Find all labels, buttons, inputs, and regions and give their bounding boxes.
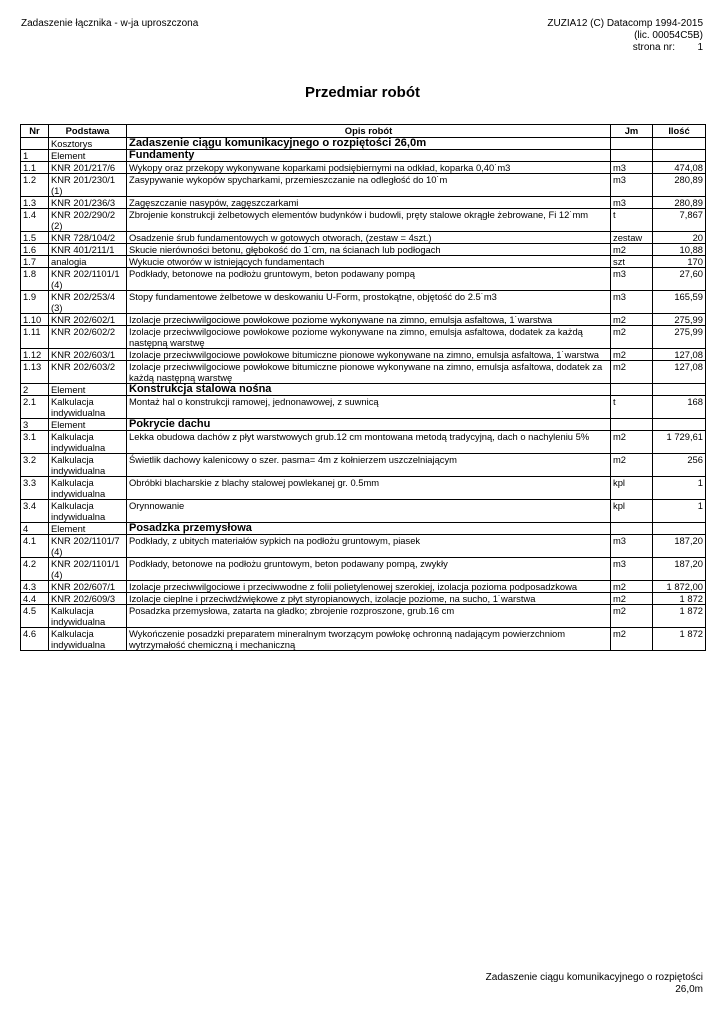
unit-cell: m2: [611, 581, 653, 593]
table-row: [21, 581, 706, 593]
table-row: [21, 361, 706, 384]
basis-cell: Kalkulacja indywidualna: [49, 605, 127, 628]
table-row: [21, 535, 706, 558]
nr-cell: 1.8: [21, 268, 49, 291]
description-cell: Izolacje przeciwwilgociowe powłokowe bitumiczne pionowe wykonywane na zimno, emulsja asfaltowa, 1˙warstwa: [127, 349, 611, 361]
quantity-cell: 1 872,00: [653, 581, 706, 593]
nr-cell: 3.2: [21, 454, 49, 477]
unit-cell: szt: [611, 256, 653, 268]
estimate-title-row: [21, 138, 706, 150]
column-header-description: Opis robót: [127, 125, 611, 138]
quantity-cell: 280,89: [653, 174, 706, 197]
nr-cell: 4.4: [21, 593, 49, 605]
quantity-cell: 127,08: [653, 349, 706, 361]
quantity-cell: 170: [653, 256, 706, 268]
quantity-cell: 474,08: [653, 162, 706, 174]
description-cell: Skucie nierówności betonu, głębokość do 1˙cm, na ścianach lub podłogach: [127, 244, 611, 256]
quantity-cell: 1: [653, 477, 706, 500]
description-cell: Montaż hal o konstrukcji ramowej, jednonawowej, z suwnicą: [127, 396, 611, 419]
main-basis-cell: Kosztorys: [49, 138, 127, 150]
table-row: [21, 268, 706, 291]
basis-cell: KNR 202/1101/1 (4): [49, 268, 127, 291]
unit-cell: m3: [611, 174, 653, 197]
page-number: 1: [697, 42, 703, 53]
unit-cell: m2: [611, 244, 653, 256]
element-row: [21, 384, 706, 396]
software-name: ZUZIA12 (C) Datacomp 1994-2015: [547, 18, 703, 29]
unit-cell: t: [611, 209, 653, 232]
description-cell: Zasypywanie wykopów spycharkami, przemieszczanie na odległość do 10˙m: [127, 174, 611, 197]
basis-cell: Element: [49, 523, 127, 535]
description-cell: Podkłady, z ubitych materiałów sypkich na podłożu gruntowym, piasek: [127, 535, 611, 558]
basis-cell: Element: [49, 384, 127, 396]
unit-cell: m2: [611, 349, 653, 361]
table-row: [21, 162, 706, 174]
basis-cell: KNR 401/211/1: [49, 244, 127, 256]
quantity-cell: 1: [653, 500, 706, 523]
basis-cell: KNR 202/253/4 (3): [49, 291, 127, 314]
nr-cell: 1.11: [21, 326, 49, 349]
quantity-cell: 187,20: [653, 558, 706, 581]
nr-cell: 3.1: [21, 431, 49, 454]
nr-cell: 2: [21, 384, 49, 396]
nr-cell: 4.1: [21, 535, 49, 558]
quantity-cell: 187,20: [653, 535, 706, 558]
nr-cell: 4.3: [21, 581, 49, 593]
description-cell: Orynnowanie: [127, 500, 611, 523]
column-header-basis: Podstawa: [49, 125, 127, 138]
quantity-cell: 165,59: [653, 291, 706, 314]
description-cell: Obróbki blacharskie z blachy stalowej powlekanej gr. 0.5mm: [127, 477, 611, 500]
nr-cell: 1.4: [21, 209, 49, 232]
main-unit-cell: [611, 138, 653, 150]
description-cell: Zbrojenie konstrukcji żelbetowych elementów budynków i budowli, pręty stalowe okrągłe żebrowane, Fi 12˙mm: [127, 209, 611, 232]
unit-cell: [611, 150, 653, 162]
basis-cell: Kalkulacja indywidualna: [49, 477, 127, 500]
page-label: strona nr:: [632, 42, 675, 53]
description-cell: Izolacje przeciwwilgociowe powłokowe poziome wykonywane na zimno, emulsja asfaltowa, dodatek za każdą następną warstwę: [127, 326, 611, 349]
nr-cell: 3: [21, 419, 49, 431]
unit-cell: m2: [611, 326, 653, 349]
unit-cell: m3: [611, 268, 653, 291]
unit-cell: m2: [611, 431, 653, 454]
table-row: [21, 232, 706, 244]
table-row: [21, 558, 706, 581]
basis-cell: Kalkulacja indywidualna: [49, 431, 127, 454]
element-row: [21, 523, 706, 535]
basis-cell: KNR 202/1101/1 (4): [49, 558, 127, 581]
unit-cell: m3: [611, 291, 653, 314]
nr-cell: 1.5: [21, 232, 49, 244]
description-cell: Osadzenie śrub fundamentowych w gotowych otworach, (zestaw = 4szt.): [127, 232, 611, 244]
basis-cell: KNR 202/602/1: [49, 314, 127, 326]
description-cell: Wykucie otworów w istniejących fundamentach: [127, 256, 611, 268]
basis-cell: KNR 202/603/2: [49, 361, 127, 384]
quantity-cell: 1 872: [653, 628, 706, 651]
unit-cell: m3: [611, 558, 653, 581]
software-info: [547, 18, 703, 54]
description-cell: Izolacje cieplne i przeciwdźwiękowe z płyt styropianowych, izolacje poziome, na sucho, 1˙warstwa: [127, 593, 611, 605]
description-cell: Konstrukcja stalowa nośna: [127, 384, 611, 396]
table-row: [21, 605, 706, 628]
quantity-cell: 275,99: [653, 314, 706, 326]
basis-cell: KNR 201/230/1 (1): [49, 174, 127, 197]
nr-cell: 1.6: [21, 244, 49, 256]
nr-cell: 4: [21, 523, 49, 535]
description-cell: Wykopy oraz przekopy wykonywane koparkami podsiębiernymi na odkład, koparka 0,40˙m3: [127, 162, 611, 174]
basis-cell: KNR 202/1101/7 (4): [49, 535, 127, 558]
basis-cell: KNR 202/602/2: [49, 326, 127, 349]
table-row: [21, 593, 706, 605]
document-title: Zadaszenie łącznika - w-ja uproszczona: [21, 18, 199, 29]
basis-cell: Element: [49, 150, 127, 162]
nr-cell: 1.3: [21, 197, 49, 209]
basis-cell: KNR 202/603/1: [49, 349, 127, 361]
basis-cell: KNR 202/609/3: [49, 593, 127, 605]
table-row: [21, 349, 706, 361]
description-cell: Pokrycie dachu: [127, 419, 611, 431]
unit-cell: t: [611, 396, 653, 419]
description-cell: Wykończenie posadzki preparatem mineralnym tworzącym powłokę ochronną nadającym powierzchniom wytrzymałość chemiczną i mechaniczną: [127, 628, 611, 651]
quantity-cell: 280,89: [653, 197, 706, 209]
unit-cell: m2: [611, 454, 653, 477]
basis-cell: KNR 202/607/1: [49, 581, 127, 593]
column-header-nr: Nr: [21, 125, 49, 138]
main-description-cell: Zadaszenie ciągu komunikacyjnego o rozpiętości 26,0m: [127, 138, 611, 150]
unit-cell: [611, 384, 653, 396]
quantity-cell: 10,88: [653, 244, 706, 256]
table-row: [21, 431, 706, 454]
page-indicator: [547, 42, 703, 54]
description-cell: Stopy fundamentowe żelbetowe w deskowaniu U-Form, prostokątne, objętość do 2.5˙m3: [127, 291, 611, 314]
nr-cell: 4.6: [21, 628, 49, 651]
page-title: Przedmiar robót: [304, 84, 421, 101]
unit-cell: [611, 523, 653, 535]
main-quantity-cell: [653, 138, 706, 150]
license-number: (lic. 00054C5B): [634, 30, 703, 41]
basis-cell: Kalkulacja indywidualna: [49, 396, 127, 419]
description-cell: Lekka obudowa dachów z płyt warstwowych grub.12 cm montowana metodą tradycyjną, dach o nachyleniu 5%: [127, 431, 611, 454]
table-row: [21, 326, 706, 349]
nr-cell: 1.9: [21, 291, 49, 314]
basis-cell: KNR 728/104/2: [49, 232, 127, 244]
quantity-cell: 256: [653, 454, 706, 477]
unit-cell: m3: [611, 162, 653, 174]
quantity-cell: [653, 523, 706, 535]
description-cell: Zagęszczanie nasypów, zagęszczarkami: [127, 197, 611, 209]
basis-cell: Kalkulacja indywidualna: [49, 500, 127, 523]
basis-cell: KNR 201/236/3: [49, 197, 127, 209]
quantity-cell: [653, 419, 706, 431]
quantity-cell: [653, 150, 706, 162]
quantity-cell: 275,99: [653, 326, 706, 349]
table-row: [21, 209, 706, 232]
description-cell: Izolacje przeciwwilgociowe i przeciwwodne z folii polietylenowej szerokiej, izolacja pozioma podposadzkowa: [127, 581, 611, 593]
table-row: [21, 174, 706, 197]
description-cell: Izolacje przeciwwilgociowe powłokowe bitumiczne pionowe wykonywane na zimno, emulsja asfaltowa, dodatek za każdą następną warstwę: [127, 361, 611, 384]
description-cell: Podkłady, betonowe na podłożu gruntowym, beton podawany pompą: [127, 268, 611, 291]
unit-cell: m2: [611, 593, 653, 605]
column-header-quantity: Ilość: [653, 125, 706, 138]
quantity-cell: 1 872: [653, 605, 706, 628]
nr-cell: 1.7: [21, 256, 49, 268]
description-cell: Posadzka przemysłowa, zatarta na gładko; zbrojenie rozproszone, grub.16 cm: [127, 605, 611, 628]
nr-cell: 1.12: [21, 349, 49, 361]
unit-cell: m3: [611, 535, 653, 558]
quantity-cell: 1 729,61: [653, 431, 706, 454]
unit-cell: zestaw: [611, 232, 653, 244]
nr-cell: 1: [21, 150, 49, 162]
nr-cell: 4.5: [21, 605, 49, 628]
column-header-unit: Jm: [611, 125, 653, 138]
quantity-cell: 7,867: [653, 209, 706, 232]
description-cell: Posadzka przemysłowa: [127, 523, 611, 535]
basis-cell: KNR 201/217/6: [49, 162, 127, 174]
description-cell: Świetlik dachowy kalenicowy o szer. pasma= 4m z kołnierzem uszczelniającym: [127, 454, 611, 477]
nr-cell: 2.1: [21, 396, 49, 419]
table-header-row: [21, 125, 706, 138]
nr-cell: 3.3: [21, 477, 49, 500]
quantity-table: [20, 124, 706, 651]
table-row: [21, 628, 706, 651]
unit-cell: m3: [611, 197, 653, 209]
nr-cell: 1.13: [21, 361, 49, 384]
basis-cell: Element: [49, 419, 127, 431]
unit-cell: kpl: [611, 477, 653, 500]
unit-cell: m2: [611, 605, 653, 628]
footer-title: Zadaszenie ciągu komunikacyjnego o rozpiętości 26,0m: [485, 972, 703, 995]
description-cell: Podkłady, betonowe na podłożu gruntowym, beton podawany pompą, zwykły: [127, 558, 611, 581]
basis-cell: Kalkulacja indywidualna: [49, 454, 127, 477]
table-row: [21, 291, 706, 314]
table-row: [21, 500, 706, 523]
table-row: [21, 197, 706, 209]
table-row: [21, 244, 706, 256]
nr-cell: 1.10: [21, 314, 49, 326]
quantity-cell: 1 872: [653, 593, 706, 605]
nr-cell: 3.4: [21, 500, 49, 523]
table-row: [21, 314, 706, 326]
quantity-cell: 127,08: [653, 361, 706, 384]
table-row: [21, 396, 706, 419]
description-cell: Izolacje przeciwwilgociowe powłokowe poziome wykonywane na zimno, emulsja asfaltowa, 1˙warstwa: [127, 314, 611, 326]
table-row: [21, 454, 706, 477]
basis-cell: analogia: [49, 256, 127, 268]
quantity-cell: 20: [653, 232, 706, 244]
quantity-cell: 27,60: [653, 268, 706, 291]
unit-cell: m2: [611, 628, 653, 651]
description-cell: Fundamenty: [127, 150, 611, 162]
basis-cell: Kalkulacja indywidualna: [49, 628, 127, 651]
nr-cell: 1.1: [21, 162, 49, 174]
element-row: [21, 419, 706, 431]
unit-cell: m2: [611, 361, 653, 384]
unit-cell: kpl: [611, 500, 653, 523]
unit-cell: m2: [611, 314, 653, 326]
quantity-cell: [653, 384, 706, 396]
table-row: [21, 477, 706, 500]
element-row: [21, 150, 706, 162]
nr-cell: 1.2: [21, 174, 49, 197]
basis-cell: KNR 202/290/2 (2): [49, 209, 127, 232]
unit-cell: [611, 419, 653, 431]
quantity-cell: 168: [653, 396, 706, 419]
table-row: [21, 256, 706, 268]
nr-cell: 4.2: [21, 558, 49, 581]
main-nr-cell: [21, 138, 49, 150]
